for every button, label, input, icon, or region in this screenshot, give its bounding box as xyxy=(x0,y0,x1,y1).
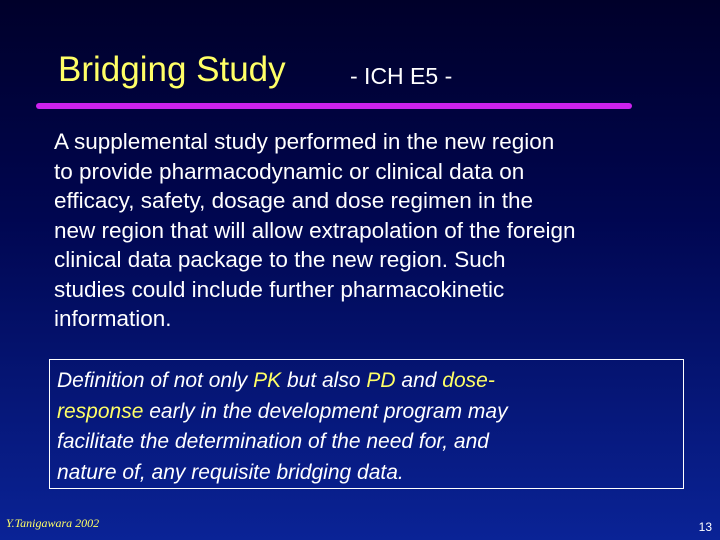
body-line: A supplemental study performed in the new region xyxy=(54,129,555,154)
footer-author: Y.Tanigawara 2002 xyxy=(6,516,100,530)
body-paragraph xyxy=(54,127,684,334)
response-highlight: response xyxy=(57,399,144,423)
pd-highlight: PD xyxy=(366,369,396,392)
definition-segment: early in the development program may xyxy=(143,399,508,423)
definition-line: nature of, any requisite bridging data. xyxy=(57,460,404,484)
body-line: new region that will allow extrapolation of the foreign xyxy=(54,217,576,243)
definition-line xyxy=(57,397,677,428)
body-line: to provide pharmacodynamic or clinical data on xyxy=(54,158,525,184)
dose-highlight: dose- xyxy=(442,369,495,392)
page-number: 13 xyxy=(698,520,712,534)
definition-line xyxy=(57,366,677,397)
body-line: studies could include further pharmacokinetic xyxy=(54,276,505,302)
pk-highlight: PK xyxy=(253,369,282,392)
definition-segment: Definition of not only xyxy=(57,369,254,392)
slide-title: Bridging Study xyxy=(58,50,286,89)
slide-subtitle: - ICH E5 - xyxy=(350,63,453,89)
body-line: clinical data package to the new region. Such xyxy=(54,247,506,272)
definition-segment: and xyxy=(395,369,443,392)
body-line: information. xyxy=(54,306,172,331)
body-line: efficacy, safety, dosage and dose regimen in the xyxy=(54,188,534,213)
definition-text xyxy=(57,366,677,488)
definition-segment: but also xyxy=(281,369,367,392)
title-divider xyxy=(36,103,632,109)
definition-line: facilitate the determination of the need for, and xyxy=(57,430,489,453)
